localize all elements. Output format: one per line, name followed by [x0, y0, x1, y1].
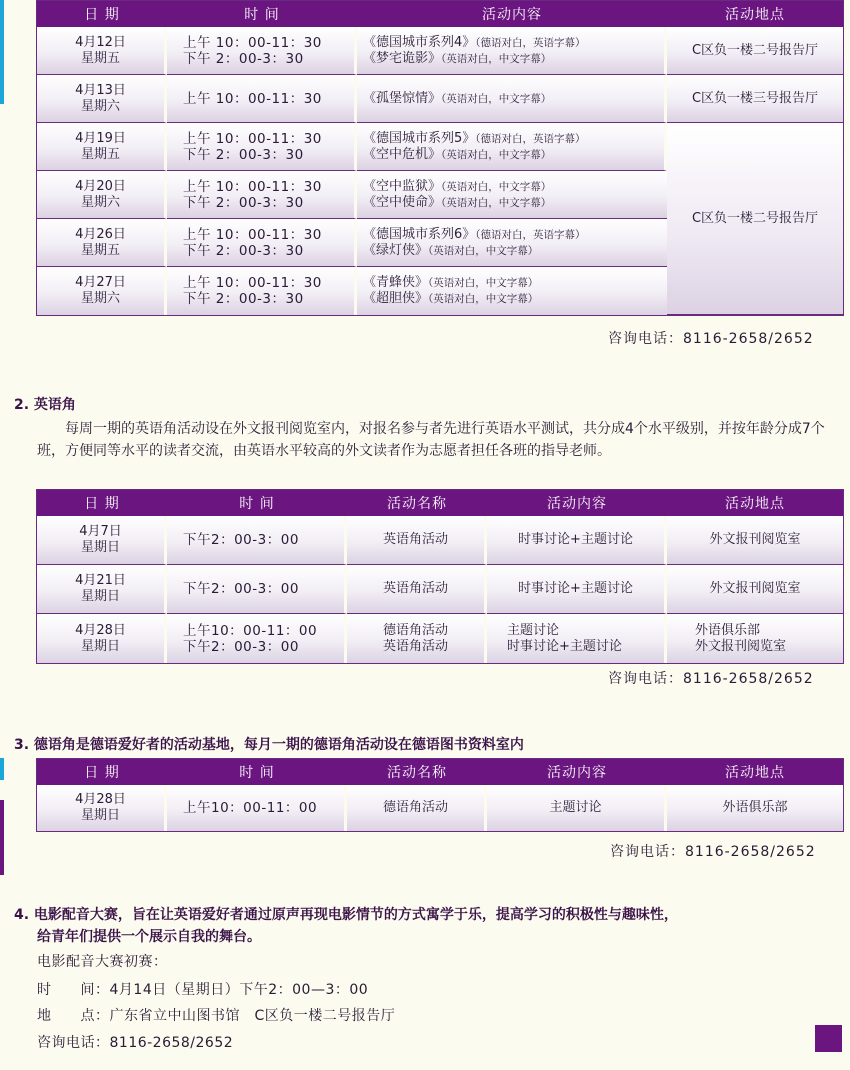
table-row: [37, 565, 843, 614]
table-header-row: [37, 759, 843, 785]
header-time: 时 间: [167, 759, 347, 785]
time-cell: 上午10：00-11：00 下午2：00-3：00: [167, 614, 347, 663]
content-cell: 主题讨论: [487, 785, 667, 831]
date-cell: 4月28日 星期日: [37, 614, 167, 663]
section-heading: 4. 电影配音大赛，旨在让英语爱好者通过原声再现电影情节的方式寓学于乐，提高学习的积极性与趣味性，: [14, 907, 678, 923]
contest-time: 时 间：4月14日（星期日）下午2：00—3：00: [37, 982, 369, 998]
film-cell: 《青蜂侠》（英语对白，中文字幕） 《超胆侠》（英语对白，中文字幕）: [357, 267, 667, 315]
date-cell: 4月28日 星期日: [37, 785, 167, 831]
table-row: [37, 123, 843, 171]
header-date: 日 期: [37, 759, 167, 785]
time-cell: 上午 10：00-11：30 下午 2：00-3：30: [167, 171, 357, 219]
header-venue: 活动地点: [667, 490, 843, 516]
header-time: 时 间: [167, 490, 347, 516]
time-cell: 上午10：00-11：00: [167, 785, 347, 831]
date-cell: 4月7日 星期日: [37, 516, 167, 565]
header-content: 活动内容: [357, 1, 667, 27]
film-schedule-table: [36, 0, 844, 316]
venue-cell: C区负一楼二号报告厅: [667, 27, 843, 75]
film-cell: 《德国城市系列5》（德语对白，英语字幕） 《空中危机》（英语对白，中文字幕）: [357, 123, 667, 171]
film-cell: 《德国城市系列4》（德语对白，英语字幕） 《梦宅诡影》（英语对白，中文字幕）: [357, 27, 667, 75]
table-row: [37, 785, 843, 831]
left-edge-accent: [0, 0, 4, 104]
english-corner-table: [36, 489, 844, 664]
header-date: 日 期: [37, 1, 167, 27]
date-cell: 4月26日 星期五: [37, 219, 167, 267]
section-heading-continued: 给青年们提供一个展示自我的舞台。: [37, 929, 261, 945]
date-cell: 4月27日 星期六: [37, 267, 167, 315]
venue-cell: 外语俱乐部 外文报刊阅览室: [667, 614, 843, 663]
table-header-row: [37, 1, 843, 27]
contact-phone: 咨询电话：8116-2658/2652: [610, 844, 816, 860]
venue-cell: 外文报刊阅览室: [667, 516, 843, 565]
section-heading: 2. 英语角: [14, 397, 76, 413]
header-venue: 活动地点: [667, 1, 843, 27]
header-date: 日 期: [37, 490, 167, 516]
venue-cell: C区负一楼二号报告厅: [667, 123, 843, 315]
german-corner-table: [36, 758, 844, 832]
time-cell: 上午 10：00-11：30: [167, 75, 357, 123]
header-content: 活动内容: [487, 759, 667, 785]
name-cell: 德语角活动: [347, 785, 487, 831]
table-row: [37, 516, 843, 565]
header-venue: 活动地点: [667, 759, 843, 785]
name-cell: 英语角活动: [347, 565, 487, 614]
date-cell: 4月19日 星期五: [37, 123, 167, 171]
table-header-row: [37, 490, 843, 516]
date-cell: 4月12日 星期五: [37, 27, 167, 75]
venue-cell: C区负一楼三号报告厅: [667, 75, 843, 123]
contact-phone: 咨询电话：8116-2658/2652: [37, 1035, 234, 1051]
header-content: 活动内容: [487, 490, 667, 516]
section-paragraph: 每周一期的英语角活动设在外文报刊阅览室内，对报名参与者先进行英语水平测试，共分成4个水平级别，并按年龄分成7个班，方便同等水平的读者交流，由英语水平较高的外文读者作为志愿者担任各班的指导老师。: [37, 421, 825, 459]
name-cell: 德语角活动 英语角活动: [347, 614, 487, 663]
table-row: [37, 27, 843, 75]
contest-place: 地 点：广东省立中山图书馆 C区负一楼二号报告厅: [37, 1008, 396, 1024]
time-cell: 上午 10：00-11：30 下午 2：00-3：30: [167, 219, 357, 267]
time-cell: 下午2：00-3：00: [167, 565, 347, 614]
date-cell: 4月21日 星期日: [37, 565, 167, 614]
date-cell: 4月20日 星期六: [37, 171, 167, 219]
left-edge-accent: [0, 800, 4, 875]
content-cell: 时事讨论+主题讨论: [487, 565, 667, 614]
contact-phone: 咨询电话：8116-2658/2652: [608, 671, 814, 687]
date-cell: 4月13日 星期六: [37, 75, 167, 123]
film-cell: 《孤堡惊情》（英语对白，中文字幕）: [357, 75, 667, 123]
contact-phone: 咨询电话：8116-2658/2652: [608, 331, 814, 347]
table-row: [37, 614, 843, 663]
venue-cell: 外语俱乐部: [667, 785, 843, 831]
film-cell: 《德国城市系列6》（德语对白，英语字幕） 《绿灯侠》（英语对白，中文字幕）: [357, 219, 667, 267]
left-edge-accent: [0, 758, 4, 780]
venue-cell: 外文报刊阅览室: [667, 565, 843, 614]
time-cell: 上午 10：00-11：30 下午 2：00-3：30: [167, 267, 357, 315]
table-row: [37, 75, 843, 123]
content-cell: 主题讨论 时事讨论+主题讨论: [487, 614, 667, 663]
content-cell: 时事讨论+主题讨论: [487, 516, 667, 565]
time-cell: 上午 10：00-11：30 下午 2：00-3：30: [167, 123, 357, 171]
section-heading: 3. 德语角是德语爱好者的活动基地，每月一期的德语角活动设在德语图书资料室内: [14, 737, 524, 753]
header-name: 活动名称: [347, 759, 487, 785]
header-time: 时 间: [167, 1, 357, 27]
header-name: 活动名称: [347, 490, 487, 516]
name-cell: 英语角活动: [347, 516, 487, 565]
contest-subtitle: 电影配音大赛初赛：: [37, 954, 168, 970]
corner-square-decoration: [815, 1025, 842, 1052]
time-cell: 上午 10：00-11：30 下午 2：00-3：30: [167, 27, 357, 75]
time-cell: 下午2：00-3：00: [167, 516, 347, 565]
film-cell: 《空中监狱》（英语对白，中文字幕） 《空中使命》（英语对白，中文字幕）: [357, 171, 667, 219]
